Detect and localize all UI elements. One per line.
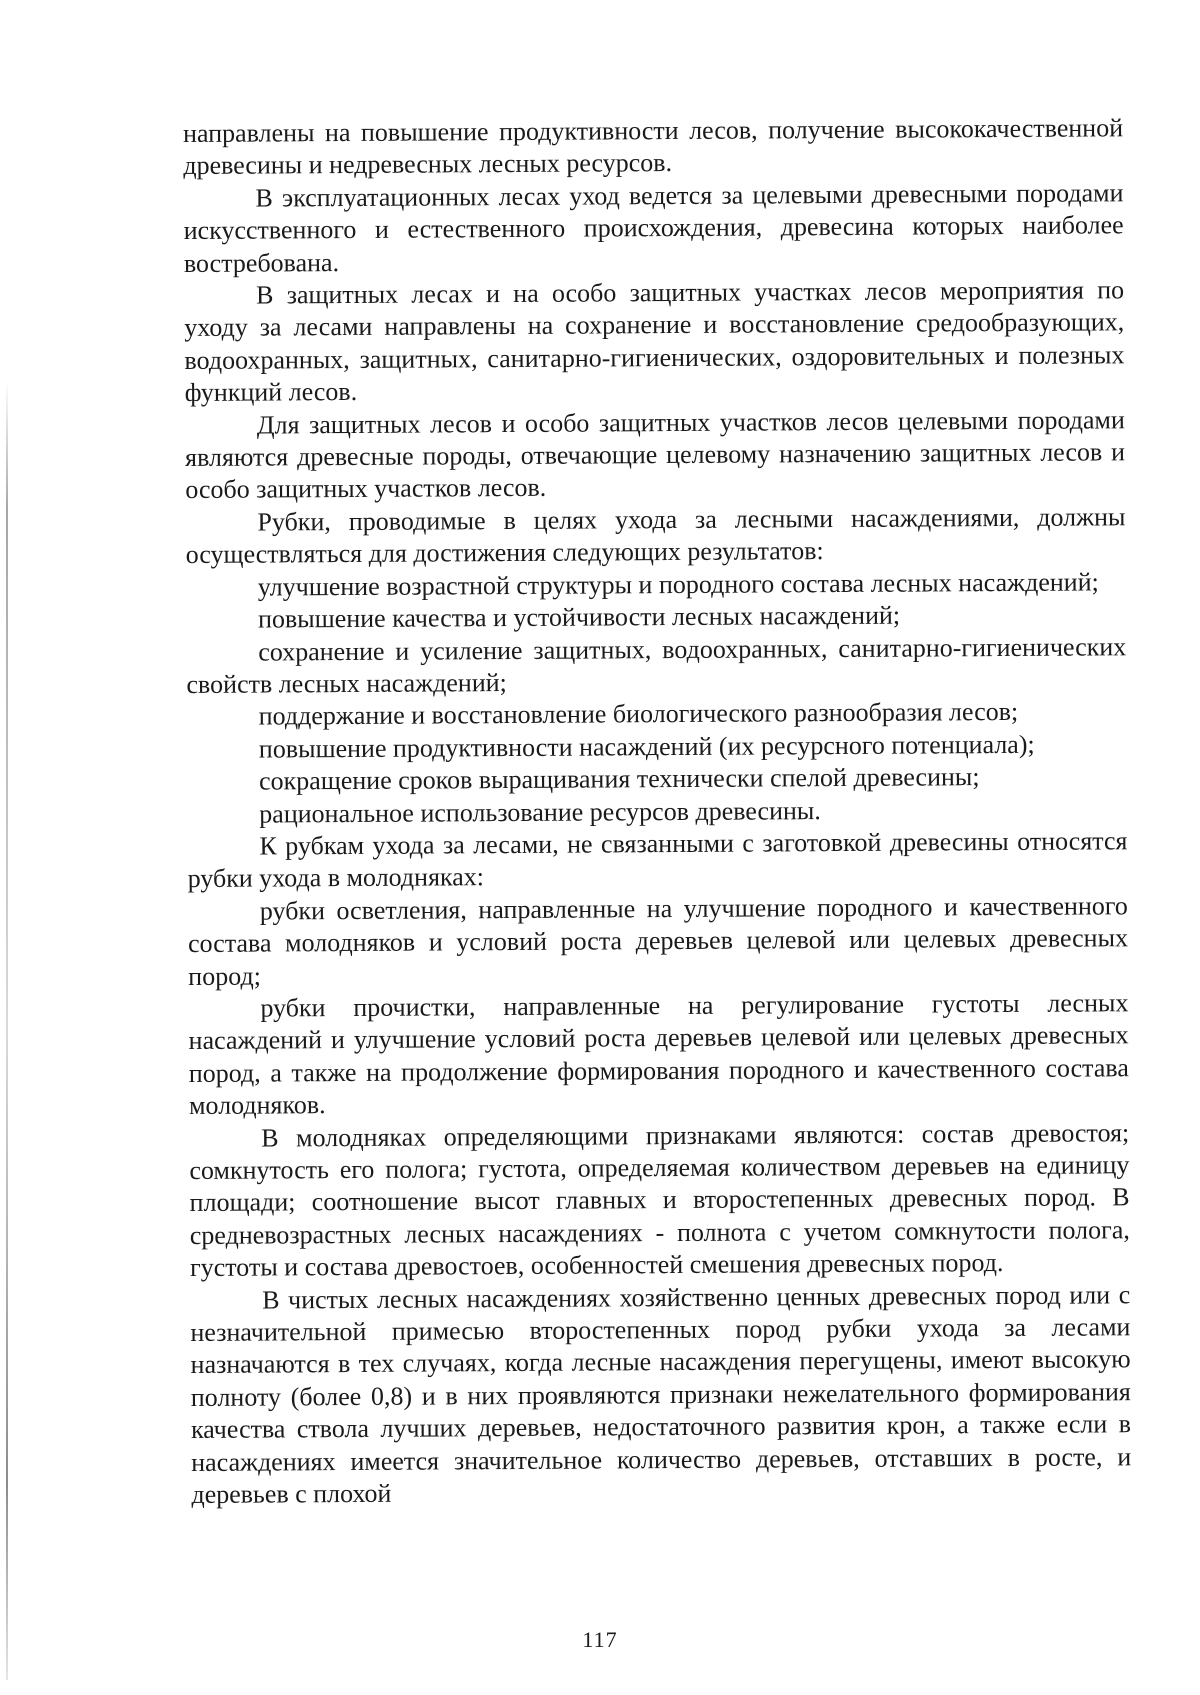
list-item-thinning-1: рубки осветления, направленные на улучшение породного и качественного состава молодняков и условий роста деревьев целевой или целевых древесных пород; [187, 890, 1129, 991]
paragraph-6: К рубкам ухода за лесами, не связанными с заготовкой древесины относятся рубки ухода в молодняках: [187, 826, 1128, 894]
page-number: 117 [582, 1627, 618, 1652]
list-item-results-7: рациональное использование ресурсов древесины. [259, 795, 821, 829]
list-item-results-2: повышение качества и устойчивости лесных насаждений; [257, 600, 901, 634]
paragraph-7: В молодняках определяющими признаками являются: состав древостоя; сомкнутость его полога; густота, определяемая количеством деревьев на единицу площади; соотношение высот главных и второстепенных древесных пород. В средневозрастных лесных насаждениях - полнота с учетом сомкнутости полога, густоты и состава древостоев, особенностей смешения древесных пород. [189, 1117, 1130, 1283]
paragraph-1: направлены на повышение продуктивности лесов, получение высококачественной древесины и недревесных лесных ресурсов. [183, 113, 1124, 181]
list-item-results-3: сохранение и усиление защитных, водоохранных, санитарно-гигиенических свойств лесных насаждений; [186, 631, 1127, 699]
paragraph-4: Для защитных лесов и особо защитных участков лесов целевыми породами являются древесные породы, отвечающие целевому назначению защитных лесов и особо защитных участков лесов. [184, 404, 1126, 505]
document-body [183, 112, 1131, 1511]
list-item-results-6: сокращение сроков выращивания технически спелой древесины; [258, 762, 980, 796]
paragraph-2: В эксплуатационных лесах уход ведется за целевыми древесными породами искусственного и естественного происхождения, древесина которых наиболее востребована. [183, 178, 1124, 278]
list-item-results-4: поддержание и восстановление биологического разнообразия лесов; [258, 697, 1019, 731]
paragraph-3: В защитных лесах и на особо защитных участках лесов мероприятия по уходу за лесами направлены на сохранение и восстановление средообразующих, водоохранных, защитных, санитарно-гигиенических, оздоровительных и полезных функций лесов. [184, 275, 1125, 408]
scan-edge-shadow [6, 380, 8, 1680]
paragraph-8: В чистых лесных насаждениях хозяйственно ценных древесных пород или с незначительной примесью второстепенных пород рубки ухода за лесами назначаются в тех случаях, когда лесные насаждения перегущены, имеют высокую полноту (более 0,8) и в них проявляются признаки нежелательного формирования качества ствола лучших деревьев, недостаточного развития крон, а также если в насаждениях имеется значительное количество деревьев, отставших в росте, и деревьев с плохой [190, 1279, 1132, 1510]
list-item-thinning-2: рубки прочистки, направленные на регулирование густоты лесных насаждений и улучшение условий роста деревьев целевой или целевых древесных пород, а также на продолжение формирования породного и качественного состава молодняков. [188, 988, 1129, 1121]
paragraph-5: Рубки, проводимые в целях ухода за лесными насаждениями, должны осуществляться для достижения следующих результатов: [185, 502, 1126, 570]
list-item-results-1: улучшение возрастной структуры и породного состава лесных насаждений; [257, 567, 1099, 602]
list-item-results-5: повышение продуктивности насаждений (их ресурсного потенциала); [258, 729, 1035, 764]
